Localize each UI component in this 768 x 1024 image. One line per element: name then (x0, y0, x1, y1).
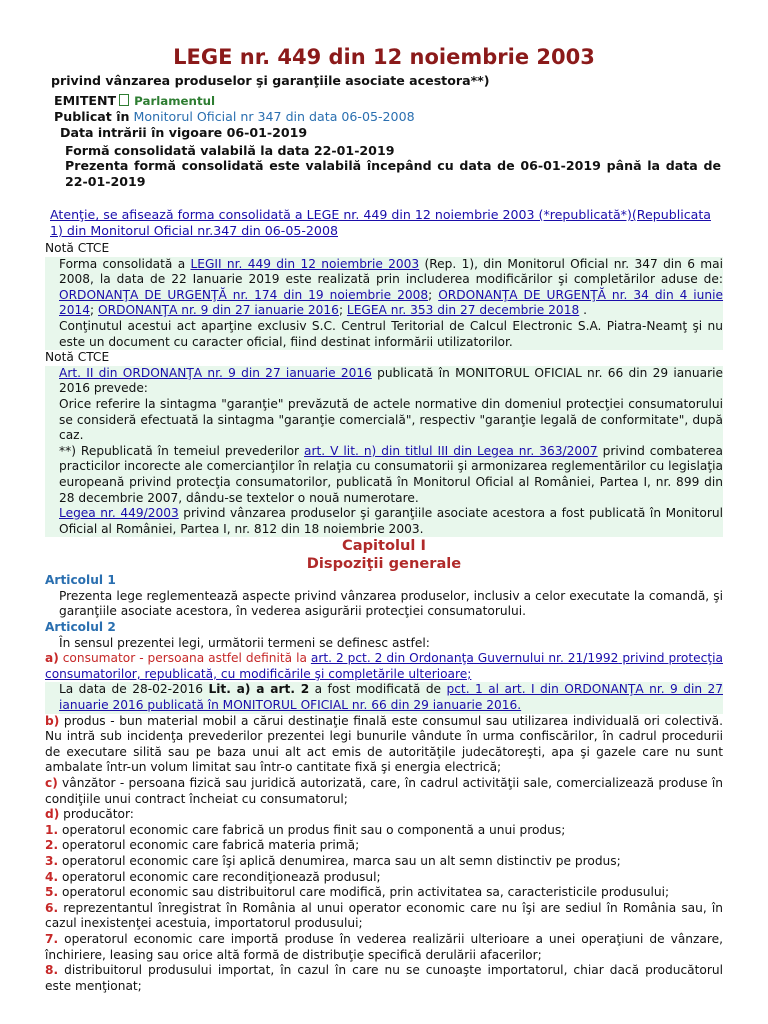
text: vânzător - persoana fizică sau juridică autorizată, care, în cadrul activităţii sale, comercializează produse în condiţiile unui contract încheiat cu consumatorul; (45, 776, 723, 806)
item-number: 3. (45, 853, 59, 868)
article-2-intro: În sensul prezentei legi, următorii termeni se definesc astfel: (59, 635, 430, 650)
emitent-label: EMITENT (54, 93, 117, 108)
text: operatorul economic care îşi aplică denumirea, marca sau un alt semn distinctiv pe produs; (58, 853, 621, 868)
text: producător: (59, 807, 134, 822)
publicat-row (54, 109, 415, 125)
text: operatorul economic care fabrică materia primă; (58, 838, 360, 853)
text: reprezentantul înregistrat în România al unui operator economic care nu îşi are sediul în România sau, în cazul inexistenţei acestuia, importatorul produsului; (45, 900, 723, 931)
text: (Rep. 1), din Monitorul Oficial nr. 347 din 6 mai 2008, la data de 22 Ianuarie 2019 este realizată prin includerea modificărilor şi completărilor aduse de: (59, 256, 724, 287)
publicat-label: Publicat în (54, 109, 130, 124)
letter-c-marker: c) (45, 776, 58, 790)
item-number: 5. (45, 885, 59, 900)
article-2-label: Articolul 2 (45, 620, 116, 635)
chapter-title: Dispoziţii generale (306, 555, 462, 573)
attention-link[interactable]: Atenţie, se afisează forma consolidată a LEGE nr. 449 din 12 noiembrie 2003 (*republicată*)(Republicata 1) din Monitorul Oficial nr.347 din 06-05-2008 (50, 207, 711, 238)
valid-range: Prezenta formă consolidată este valabilă începând cu data de 06-01-2019 până la data de 22-01-2019 (65, 158, 721, 189)
lege-353-link[interactable]: LEGEA nr. 353 din 27 decembrie 2018 (346, 303, 580, 318)
list-item (45, 963, 723, 994)
law-subtitle: privind vânzarea produselor şi garanţiile asociate acestora**) (51, 73, 490, 88)
modification-note (45, 682, 723, 713)
nota-ctce-label: Notă CTCE (45, 350, 110, 365)
text: publicată în MONITORUL OFICIAL nr. 66 din 29 ianuarie 2016 prevede: (59, 365, 723, 396)
attention-notice (50, 207, 722, 238)
letter-a (45, 651, 723, 682)
list-item (45, 870, 723, 886)
consolidated-date: Formă consolidată valabilă la data 22-01-2019 (65, 143, 395, 158)
oug-174-link[interactable]: ORDONANŢA DE URGENŢĂ nr. 174 din 19 noiembrie 2008 (59, 287, 429, 302)
og-21-1992-link-cont[interactable]: privind protecţia consumatorilor, republicată, cu modificările şi completările ulterioare; (45, 651, 723, 681)
emitent-value: Parlamentul (134, 94, 216, 108)
letter-c (45, 776, 723, 807)
og-9-pct1-link[interactable]: pct. 1 al art. I din ORDONANŢA nr. 9 din 27 ianuarie 2016 publicată în MONITORUL OFICIAL nr. 66 din 29 ianuarie 2016. (59, 682, 723, 713)
nota2-paragraph-3 (59, 444, 723, 506)
text: consumator - persoana astfel definită la (58, 651, 311, 666)
list-item (45, 885, 723, 901)
vigoare-date: Data intrării în vigoare 06-01-2019 (60, 125, 308, 140)
nota-ctce-1 (45, 257, 723, 351)
item-number: 1. (45, 822, 59, 837)
text: . (579, 303, 587, 318)
publicat-value: Monitorul Oficial nr 347 din data 06-05-2008 (133, 109, 415, 124)
consolidation-info (65, 143, 721, 189)
text: operatorul economic sau distribuitorul care modifică, prin activitatea sa, caracteristicile produsului; (58, 885, 670, 900)
text: privind combaterea practicilor incorecte ale comercianţilor în relaţia cu consumatorii şi armonizarea reglementărilor cu legislaţia europeană privind protecţia consumatorilor, publicată în Monitorul Oficial al României, Partea I, nr. 899 din 28 decembrie 2007, dându-se textelor o nouă numerotare. (59, 443, 723, 505)
article-1-text: Prezenta lege reglementează aspecte privind vânzarea produselor, inclusiv a celor executate la comandă, şi garanţiile asociate acestora, în vederea asigurării protecţiei consumatorului. (59, 588, 723, 619)
lege-363-link[interactable]: art. V lit. n) din titlul III din Legea nr. 363/2007 (304, 443, 598, 458)
list-item (45, 823, 723, 839)
lege-449-link[interactable]: Legea nr. 449/2003 (59, 506, 179, 521)
letter-a-marker: a) (45, 651, 59, 666)
item-number: 4. (45, 869, 59, 884)
nota-ctce-label: Notă CTCE (45, 241, 110, 255)
letter-d-marker: d) (45, 807, 60, 822)
letter-b (45, 714, 723, 776)
text: operatorul economic care recondiţionează produsul; (58, 869, 381, 884)
nota2-paragraph-4 (59, 506, 723, 537)
list-item (45, 932, 723, 963)
law-link[interactable]: LEGII nr. 449 din 12 noiembrie 2003 (190, 256, 420, 271)
item-number: 8. (45, 963, 59, 978)
og-9-link[interactable]: ORDONANŢA nr. 9 din 27 ianuarie 2016 (98, 303, 339, 318)
text: ; (338, 303, 347, 318)
emitent-row (54, 93, 215, 110)
text: ; (90, 303, 99, 318)
text: operatorul economic care importă produse în vederea realizării ulterioare a unei operaţiuni de vânzare, închiriere, leasing sau orice altă formă de distribuţie specifică derulării afacerilor; (45, 931, 723, 962)
nota2-paragraph-2: Orice referire la sintagma "garanţie" prevăzută de actele normative din domeniul protecţiei consumatorului se consideră efectuată la sintagma "garanţie comercială", respectiv "garanţie legală de conformitate", după caz. (59, 396, 723, 443)
chapter-number: Capitolul I (342, 537, 426, 555)
text: **) Republicată în temeiul prevederilor (59, 443, 305, 458)
text: operatorul economic care fabrică un produs finit sau o componentă a unui produs; (58, 822, 566, 837)
document-body (45, 241, 723, 994)
og-9-art-ii-link[interactable]: Art. II din ORDONANŢA nr. 9 din 27 ianuarie 2016 (59, 365, 372, 380)
letter-d (45, 807, 723, 823)
list-item (45, 901, 723, 932)
item-number: 6. (45, 900, 59, 915)
item-number: 7. (45, 931, 59, 946)
text: distribuitorul produsului importat, în cazul în care nu se cunoaşte importatorul, chiar dacă producătorul este menţionat; (45, 963, 723, 993)
page-title: LEGE nr. 449 din 12 noiembrie 2003 (173, 45, 595, 69)
text: privind vânzarea produselor şi garanţiile asociate acestora a fost publicată în Monitorul Oficial al României, Partea I, nr. 812 din 18 noiembrie 2003. (59, 506, 724, 536)
text: ; (428, 287, 439, 302)
text: a fost modificată de (309, 682, 447, 697)
nota-ctce-2 (45, 366, 723, 538)
missing-glyph-icon (119, 94, 129, 106)
nota1-paragraph-1 (59, 257, 723, 319)
oug-34-link[interactable]: ORDONANŢA DE URGENŢĂ nr. 34 din 4 iunie 2014 (59, 287, 724, 318)
text: Lit. a) a art. 2 (208, 682, 310, 697)
text: produs - bun material mobil a cărui destinaţie finală este consumul sau utilizarea individuală ori colectivă. Nu intră sub incidenţa prevederilor prezentei legi bunurile vândute în urma confiscărilor, în cadrul procedurii de executare silită sau pe baza unui alt act emis de autorităţile judecătoreşti, apa şi gazele care nu sunt ambalate într-un volum limitat sau într-o cantitate fixă şi energia electrică; (45, 713, 723, 775)
list-item (45, 854, 723, 870)
text: Forma consolidată a (59, 256, 191, 271)
og-21-1992-link[interactable]: art. 2 pct. 2 din Ordonanţa Guvernului nr. 21/1992 (310, 651, 619, 666)
list-item (45, 838, 723, 854)
nota2-paragraph-1 (59, 366, 723, 397)
article-1-label: Articolul 1 (45, 573, 116, 588)
letter-b-marker: b) (45, 713, 60, 728)
nota1-paragraph-2: Conţinutul acestui act aparţine exclusiv S.C. Centrul Teritorial de Calcul Electronic S.A. Piatra-Neamţ şi nu este un document cu caracter oficial, fiind destinat informării utilizatorilor. (59, 318, 723, 349)
item-number: 2. (45, 838, 59, 853)
text: La data de 28-02-2016 (59, 682, 209, 697)
